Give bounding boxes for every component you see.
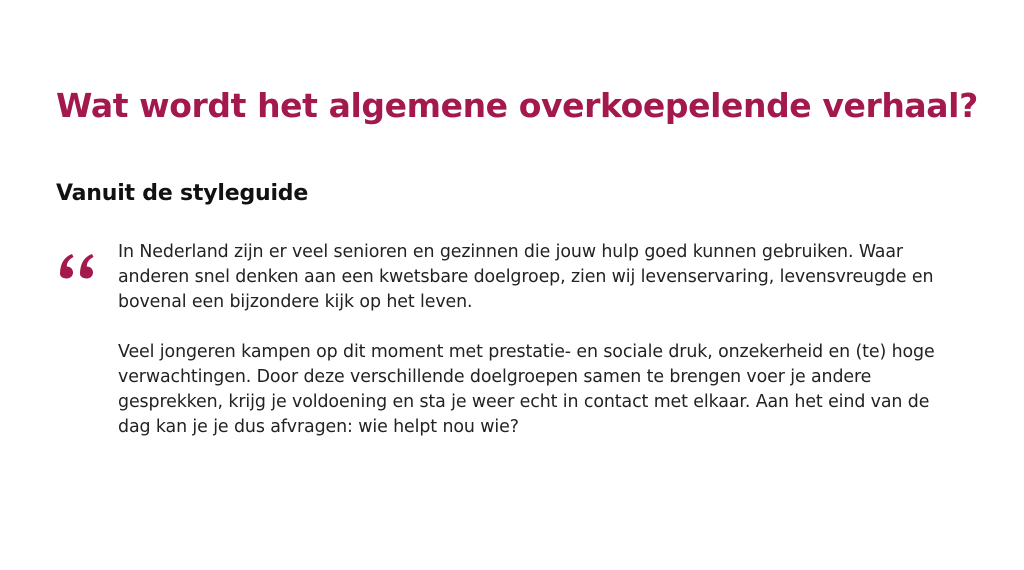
quote-open-icon [54,238,104,288]
quote-paragraph-2: Veel jongeren kampen op dit moment met prestatie- en sociale druk, onzekerheid en (te) hoge verwachtingen. Door deze verschillende doelgroepen samen te brengen voer je andere gesprekken, krijg je voldoening en sta je weer echt in contact met elkaar. Aan het eind van de dag kan je je dus afvragen: wie helpt nou wie? [118,342,935,437]
slide-subtitle: Vanuit de styleguide [56,181,309,206]
quote-paragraph-1: In Nederland zijn er veel senioren en gezinnen die jouw hulp goed kunnen gebruiken. Waar anderen snel denken aan een kwetsbare doelgroep, zien wij levenservaring, levensvreugde en bovenal een bijzondere kijk op het leven. [118,242,934,312]
slide-title: Wat wordt het algemene overkoepelende verhaal? [56,86,978,125]
quote-body [118,240,948,440]
